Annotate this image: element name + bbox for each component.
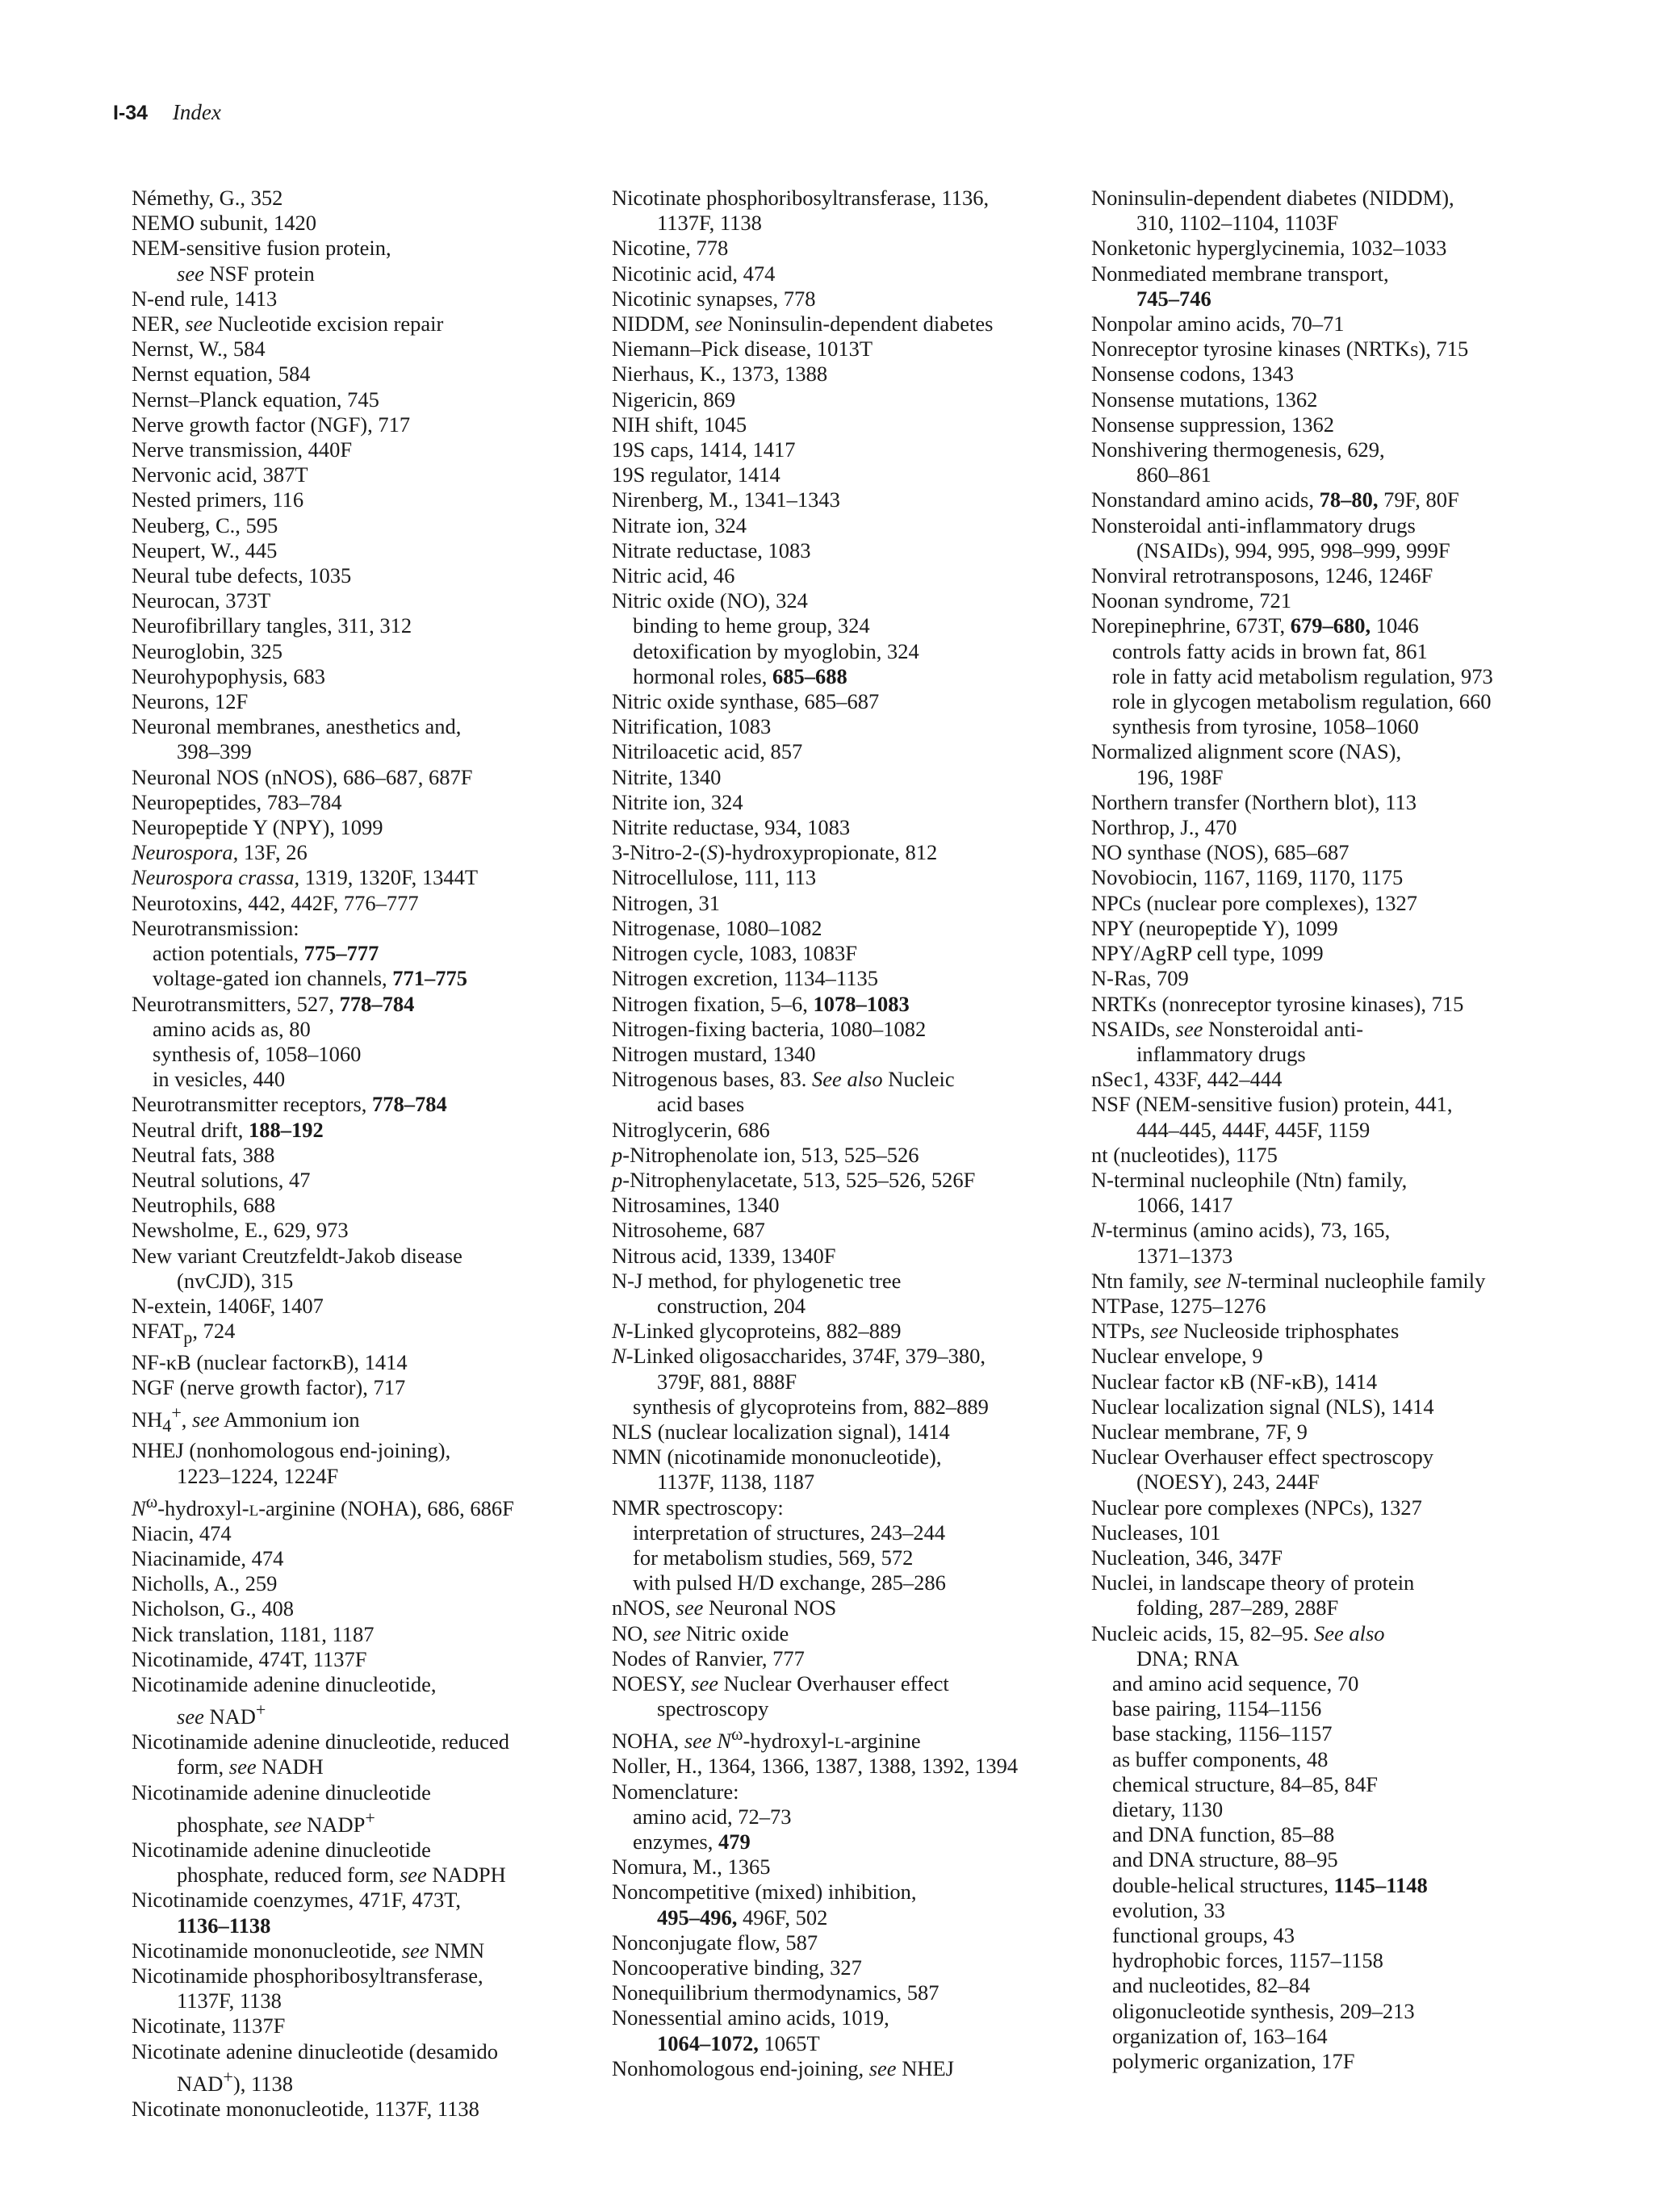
index-entry: Novobiocin, 1167, 1169, 1170, 1175 xyxy=(1091,865,1404,890)
index-subentry: in vesicles, 440 xyxy=(153,1067,286,1092)
index-entry: NEMO subunit, 1420 xyxy=(132,211,316,236)
index-subentry: detoxification by myoglobin, 324 xyxy=(633,638,919,663)
index-entry: Neuroglobin, 325 xyxy=(132,638,282,663)
index-entry: NPY/AgRP cell type, 1099 xyxy=(1091,941,1324,966)
index-entry: NMN (nicotinamide mononucleotide), xyxy=(612,1445,942,1470)
index-entry: Nitrous acid, 1339, 1340F xyxy=(612,1243,836,1268)
index-entry: Nuclei, in landscape theory of protein xyxy=(1091,1570,1415,1595)
index-entry: Nonreceptor tyrosine kinases (NRTKs), 715 xyxy=(1091,337,1469,362)
index-entry: Nervonic acid, 387T xyxy=(132,462,308,487)
index-entry: Nucleation, 346, 347F xyxy=(1091,1545,1283,1570)
index-entry: Némethy, G., 352 xyxy=(132,186,283,210)
index-entry: nNOS, see Neuronal NOS xyxy=(612,1595,837,1620)
index-subentry: role in fatty acid metabolism regulation, 973 xyxy=(1112,663,1493,688)
index-entry: Nernst–Planck equation, 745 xyxy=(132,387,379,412)
index-entry: Nerve growth factor (NGF), 717 xyxy=(132,412,411,437)
index-entry: Nitrogen-fixing bacteria, 1080–1082 xyxy=(612,1016,927,1041)
index-entry: Neuropeptide Y (NPY), 1099 xyxy=(132,815,383,840)
index-entry: Neurotransmission: xyxy=(132,915,299,940)
index-entry: NOESY, see Nuclear Overhauser effect xyxy=(612,1670,949,1696)
index-entry: Nerve transmission, 440F xyxy=(132,437,353,462)
index-entry: nt (nucleotides), 1175 xyxy=(1091,1142,1278,1167)
index-entry: NRTKs (nonreceptor tyrosine kinases), 715 xyxy=(1091,991,1464,1016)
index-entry: Nitric acid, 46 xyxy=(612,563,735,588)
index-entry: Nitrite, 1340 xyxy=(612,764,722,789)
index-subentry: evolution, 33 xyxy=(1112,1897,1225,1922)
index-entry: Nonstandard amino acids, 78–80, 79F, 80F xyxy=(1091,487,1459,512)
index-entry: Neural tube defects, 1035 xyxy=(132,563,352,588)
index-entry-continuation: 196, 198F xyxy=(1136,764,1224,789)
index-subentry: chemical structure, 84–85, 84F xyxy=(1112,1771,1378,1796)
index-entry: Neurospora, 13F, 26 xyxy=(132,840,308,865)
index-entry-continuation: 860–861 xyxy=(1136,462,1212,487)
index-entry: NO, see Nitric oxide xyxy=(612,1620,789,1645)
index-entry: Noncompetitive (mixed) inhibition, xyxy=(612,1880,917,1905)
index-entry: 3-Nitro-2-(S)-hydroxypropionate, 812 xyxy=(612,840,938,865)
index-entry: NHEJ (nonhomologous end-joining), xyxy=(132,1438,451,1463)
index-entry: NPY (neuropeptide Y), 1099 xyxy=(1091,915,1338,940)
index-subentry: interpretation of structures, 243–244 xyxy=(633,1520,946,1545)
index-entry: Neuronal NOS (nNOS), 686–687, 687F xyxy=(132,764,473,789)
index-subentry: oligonucleotide synthesis, 209–213 xyxy=(1112,1998,1415,2023)
index-entry: p-Nitrophenylacetate, 513, 525–526, 526F xyxy=(612,1167,976,1192)
index-entry: Nonmediated membrane transport, xyxy=(1091,261,1389,286)
index-entry: Neutral fats, 388 xyxy=(132,1142,275,1167)
index-subentry: double-helical structures, 1145–1148 xyxy=(1112,1872,1428,1897)
index-entry: Nierhaus, K., 1373, 1388 xyxy=(612,362,828,387)
index-entry: Nitrogenous bases, 83. See also Nucleic xyxy=(612,1067,955,1092)
index-entry: Nitrite ion, 324 xyxy=(612,789,743,814)
index-subentry: binding to heme group, 324 xyxy=(633,613,870,638)
index-entry: NEM-sensitive fusion protein, xyxy=(132,236,391,261)
index-entry: N-terminus (amino acids), 73, 165, xyxy=(1091,1218,1391,1243)
index-entry: $NFAT_p$, 724 xyxy=(132,1319,236,1348)
index-subentry: voltage-gated ion channels, 771–775 xyxy=(153,966,468,991)
index-entry: Nitrite reductase, 934, 1083 xyxy=(612,815,851,840)
index-subentry: action potentials, 775–777 xyxy=(153,941,379,966)
index-entry: Nitrogen fixation, 5–6, 1078–1083 xyxy=(612,991,910,1016)
index-entry-continuation: inflammatory drugs xyxy=(1136,1041,1306,1066)
index-entry-continuation: NAD+), 1138 xyxy=(177,2066,293,2096)
index-subentry: organization of, 163–164 xyxy=(1112,2023,1328,2048)
index-entry: NSAIDs, see Nonsteroidal anti- xyxy=(1091,1016,1364,1041)
section-title: Index xyxy=(172,100,221,124)
index-entry: Nitrogen excretion, 1134–1135 xyxy=(612,966,878,991)
index-subentry: base pairing, 1154–1156 xyxy=(1112,1696,1322,1721)
index-entry: Nitriloacetic acid, 857 xyxy=(612,739,803,764)
index-entry: 19S caps, 1414, 1417 xyxy=(612,437,796,462)
index-entry: Nicotinamide phosphoribosyltransferase, xyxy=(132,1963,483,1988)
index-entry: Noninsulin-dependent diabetes (NIDDM), xyxy=(1091,186,1454,210)
index-entry: Nirenberg, M., 1341–1343 xyxy=(612,487,840,512)
index-entry: Nuclear Overhauser effect spectroscopy xyxy=(1091,1445,1434,1470)
index-entry: Nicotinamide adenine dinucleotide xyxy=(132,1779,431,1804)
index-entry: Nigericin, 869 xyxy=(612,387,736,412)
index-subentry: as buffer components, 48 xyxy=(1112,1746,1329,1771)
index-subentry: for metabolism studies, 569, 572 xyxy=(633,1545,914,1570)
index-entry: Nuclear localization signal (NLS), 1414 xyxy=(1091,1394,1434,1419)
index-entry: Noller, H., 1364, 1366, 1387, 1388, 1392, 1394 xyxy=(612,1754,1019,1779)
index-entry-continuation: form, see NADH xyxy=(177,1754,324,1779)
index-entry-continuation: 745–746 xyxy=(1136,286,1212,311)
index-entry: Nonketonic hyperglycinemia, 1032–1033 xyxy=(1091,236,1447,261)
index-entry-continuation: 398–399 xyxy=(177,739,252,764)
index-entry: N-J method, for phylogenetic tree xyxy=(612,1268,902,1293)
running-header xyxy=(113,100,221,125)
index-entry: NPCs (nuclear pore complexes), 1327 xyxy=(1091,890,1418,915)
index-entry-continuation: (NOESY), 243, 244F xyxy=(1136,1470,1320,1495)
index-entry: Neurotransmitter receptors, 778–784 xyxy=(132,1092,447,1117)
index-entry-continuation: folding, 287–289, 288F xyxy=(1136,1595,1339,1620)
index-entry: Noncooperative binding, 327 xyxy=(612,1955,862,1980)
index-entry: Nomenclature: xyxy=(612,1779,739,1804)
index-column-3 xyxy=(1091,186,1559,2074)
index-entry: Northrop, J., 470 xyxy=(1091,815,1237,840)
index-entry: NF-κB (nuclear factorκB), 1414 xyxy=(132,1349,408,1374)
index-entry-continuation: 1223–1224, 1224F xyxy=(177,1463,339,1488)
index-entry: Neurohypophysis, 683 xyxy=(132,663,325,688)
index-subentry: synthesis of glycoproteins from, 882–889 xyxy=(633,1394,989,1419)
index-subentry: amino acids as, 80 xyxy=(153,1016,311,1041)
index-subentry: and DNA function, 85–88 xyxy=(1112,1822,1335,1847)
index-entry: Nitrogen, 31 xyxy=(612,890,720,915)
index-entry: Nitrification, 1083 xyxy=(612,714,772,739)
index-entry: Niacin, 474 xyxy=(132,1520,232,1545)
index-entry-continuation: (NSAIDs), 994, 995, 998–999, 999F xyxy=(1136,537,1450,562)
index-entry-continuation: 1137F, 1138 xyxy=(657,211,762,236)
index-entry-continuation: 444–445, 444F, 445F, 1159 xyxy=(1136,1117,1371,1142)
index-entry: Nicotinic acid, 474 xyxy=(612,261,776,286)
index-subentry: with pulsed H/D exchange, 285–286 xyxy=(633,1570,946,1595)
index-entry: NTPase, 1275–1276 xyxy=(1091,1293,1266,1318)
index-entry: NIDDM, see Noninsulin-dependent diabetes xyxy=(612,312,994,337)
index-entry: Neuropeptides, 783–784 xyxy=(132,789,342,814)
index-entry: Newsholme, E., 629, 973 xyxy=(132,1218,349,1243)
index-entry: Nitrate ion, 324 xyxy=(612,512,747,537)
index-entry: Nonsense mutations, 1362 xyxy=(1091,387,1318,412)
index-entry: NMR spectroscopy: xyxy=(612,1495,784,1520)
index-entry: Nonsense codons, 1343 xyxy=(1091,362,1294,387)
index-entry: NSF (NEM-sensitive fusion) protein, 441, xyxy=(1091,1092,1453,1117)
index-entry: N-Linked oligosaccharides, 374F, 379–380, xyxy=(612,1344,986,1369)
index-entry-continuation: 1137F, 1138, 1187 xyxy=(657,1470,815,1495)
index-entry: N-extein, 1406F, 1407 xyxy=(132,1293,324,1318)
index-entry: Nuclear pore complexes (NPCs), 1327 xyxy=(1091,1495,1422,1520)
index-entry-continuation: 1371–1373 xyxy=(1136,1243,1233,1268)
index-entry: Nernst, W., 584 xyxy=(132,337,266,362)
index-entry: Normalized alignment score (NAS), xyxy=(1091,739,1402,764)
index-entry: Nonequilibrium thermodynamics, 587 xyxy=(612,1980,939,2005)
index-entry: Nitrogen cycle, 1083, 1083F xyxy=(612,941,857,966)
index-entry: Nicotine, 778 xyxy=(612,236,729,261)
index-entry-continuation: see NAD+ xyxy=(177,1700,266,1729)
index-entry: NLS (nuclear localization signal), 1414 xyxy=(612,1419,950,1444)
index-entry: Nitrosoheme, 687 xyxy=(612,1218,765,1243)
index-subentry: role in glycogen metabolism regulation, 660 xyxy=(1112,689,1492,714)
index-subentry: and DNA structure, 88–95 xyxy=(1112,1847,1338,1872)
index-entry-continuation: DNA; RNA xyxy=(1136,1645,1240,1670)
index-entry-continuation: construction, 204 xyxy=(657,1293,806,1318)
index-entry: 19S regulator, 1414 xyxy=(612,462,780,487)
page-number: I-34 xyxy=(113,102,149,124)
index-entry: Nonessential amino acids, 1019, xyxy=(612,2005,889,2030)
index-entry: Neurospora crassa, 1319, 1320F, 1344T xyxy=(132,865,479,890)
index-entry: NIH shift, 1045 xyxy=(612,412,747,437)
index-entry: p-Nitrophenolate ion, 513, 525–526 xyxy=(612,1142,919,1167)
index-entry: Nonconjugate flow, 587 xyxy=(612,1930,818,1955)
index-entry: NO synthase (NOS), 685–687 xyxy=(1091,840,1350,865)
index-entry: New variant Creutzfeldt-Jakob disease xyxy=(132,1243,462,1268)
index-entry: Nitrate reductase, 1083 xyxy=(612,537,811,562)
index-entry-continuation: 495–496, 496F, 502 xyxy=(657,1905,828,1930)
index-entry: Nonshivering thermogenesis, 629, xyxy=(1091,437,1385,462)
index-entry-continuation: 379F, 881, 888F xyxy=(657,1369,797,1394)
index-entry: Nicotinamide adenine dinucleotide, xyxy=(132,1672,437,1697)
index-entry: Nicholls, A., 259 xyxy=(132,1571,278,1596)
index-entry: Nucleases, 101 xyxy=(1091,1520,1221,1545)
index-entry: Ntn family, see N-terminal nucleophile family xyxy=(1091,1268,1486,1293)
index-entry: Neuberg, C., 595 xyxy=(132,512,278,537)
index-entry-continuation: phosphate, reduced form, see NADPH xyxy=(177,1863,506,1888)
index-subentry: synthesis of, 1058–1060 xyxy=(153,1041,362,1066)
index-entry-continuation: (nvCJD), 315 xyxy=(177,1268,294,1293)
index-entry-continuation: see NSF protein xyxy=(177,261,315,286)
index-entry: N-end rule, 1413 xyxy=(132,286,278,311)
index-entry-continuation: 310, 1102–1104, 1103F xyxy=(1136,211,1339,236)
index-entry: Nonsense suppression, 1362 xyxy=(1091,412,1335,437)
index-entry: $N^\omega-hydroxyl-l$-arginine (NOHA), 686, 686F xyxy=(132,1491,514,1520)
index-entry: Neutral drift, 188–192 xyxy=(132,1117,324,1142)
index-subentry: synthesis from tyrosine, 1058–1060 xyxy=(1112,714,1419,739)
index-subentry: functional groups, 43 xyxy=(1112,1923,1295,1948)
index-entry: Noonan syndrome, 721 xyxy=(1091,588,1292,613)
index-entry: Nonviral retrotransposons, 1246, 1246F xyxy=(1091,563,1433,588)
index-entry: Neuronal membranes, anesthetics and, xyxy=(132,714,462,739)
index-entry-continuation: 1064–1072, 1065T xyxy=(657,2030,820,2055)
index-entry: Neupert, W., 445 xyxy=(132,537,278,562)
index-entry: Nicotinate adenine dinucleotide (desamido xyxy=(132,2038,499,2064)
index-subentry: amino acid, 72–73 xyxy=(633,1804,792,1829)
index-entry: Nicotinic synapses, 778 xyxy=(612,286,816,311)
index-entry: Niacinamide, 474 xyxy=(132,1546,284,1571)
index-entry: Neurotoxins, 442, 442F, 776–777 xyxy=(132,890,419,915)
index-entry: N-Ras, 709 xyxy=(1091,966,1189,991)
index-entry: Nick translation, 1181, 1187 xyxy=(132,1621,375,1646)
index-entry: $NH_4^+$, see Ammonium ion xyxy=(132,1403,360,1436)
index-column-1 xyxy=(132,186,600,2122)
index-entry: Nested primers, 116 xyxy=(132,487,304,512)
index-entry: Norepinephrine, 673T, 679–680, 1046 xyxy=(1091,613,1419,638)
index-entry: Nuclear membrane, 7F, 9 xyxy=(1091,1419,1308,1444)
index-subentry: controls fatty acids in brown fat, 861 xyxy=(1112,638,1428,663)
index-entry: Nernst equation, 584 xyxy=(132,362,311,387)
index-entry: NTPs, see Nucleoside triphosphates xyxy=(1091,1319,1400,1344)
index-entry: Nicholson, G., 408 xyxy=(132,1596,294,1621)
index-entry-continuation: 1136–1138 xyxy=(177,1913,271,1938)
index-subentry: base stacking, 1156–1157 xyxy=(1112,1721,1333,1746)
index-entry: Nitroglycerin, 686 xyxy=(612,1117,770,1142)
index-entry: Neurofibrillary tangles, 311, 312 xyxy=(132,613,412,638)
index-entry: Neutral solutions, 47 xyxy=(132,1167,311,1192)
index-subentry: hormonal roles, 685–688 xyxy=(633,663,847,688)
index-entry: Nitrogenase, 1080–1082 xyxy=(612,915,822,940)
index-entry: NER, see Nucleotide excision repair xyxy=(132,312,444,337)
index-entry-continuation: phosphate, see NADP+ xyxy=(177,1807,375,1837)
index-subentry: and nucleotides, 82–84 xyxy=(1112,1973,1311,1998)
index-entry: Nicotinamide coenzymes, 471F, 473T, xyxy=(132,1888,462,1913)
index-entry: Neurons, 12F xyxy=(132,689,249,714)
index-entry: Nicotinate, 1137F xyxy=(132,2013,286,2038)
index-entry: Nodes of Ranvier, 777 xyxy=(612,1645,805,1670)
index-entry: Nonhomologous end-joining, see NHEJ xyxy=(612,2055,954,2080)
index-entry-continuation: 1137F, 1138 xyxy=(177,1988,282,2013)
index-entry: Nomura, M., 1365 xyxy=(612,1854,771,1880)
index-entry: Nicotinate mononucleotide, 1137F, 1138 xyxy=(132,2096,479,2121)
index-entry: Nicotinamide, 474T, 1137F xyxy=(132,1646,367,1671)
index-entry: NGF (nerve growth factor), 717 xyxy=(132,1374,406,1399)
index-entry: Nonpolar amino acids, 70–71 xyxy=(1091,312,1345,337)
index-entry: N-terminal nucleophile (Ntn) family, xyxy=(1091,1167,1408,1192)
index-entry: Neutrophils, 688 xyxy=(132,1193,276,1218)
index-entry: Nuclear envelope, 9 xyxy=(1091,1344,1263,1369)
index-subentry: and amino acid sequence, 70 xyxy=(1112,1670,1359,1696)
index-entry: Nicotinamide adenine dinucleotide xyxy=(132,1837,431,1862)
index-column-2 xyxy=(612,186,1080,2081)
index-entry: Neurotransmitters, 527, 778–784 xyxy=(132,991,415,1016)
index-entry: Nonsteroidal anti-inflammatory drugs xyxy=(1091,512,1416,537)
index-entry-continuation: 1066, 1417 xyxy=(1136,1193,1233,1218)
index-entry: Nuclear factor κB (NF-κB), 1414 xyxy=(1091,1369,1378,1394)
index-entry: Nitrocellulose, 111, 113 xyxy=(612,865,817,890)
index-entry: Nicotinate phosphoribosyltransferase, 1136, xyxy=(612,186,990,210)
index-subentry: dietary, 1130 xyxy=(1112,1797,1224,1821)
index-entry: nSec1, 433F, 442–444 xyxy=(1091,1067,1283,1092)
index-entry: N-Linked glycoproteins, 882–889 xyxy=(612,1319,902,1344)
index-entry: Nitrogen mustard, 1340 xyxy=(612,1041,816,1066)
index-entry: Nicotinamide adenine dinucleotide, reduced xyxy=(132,1729,509,1754)
index-entry: Nitrosamines, 1340 xyxy=(612,1193,780,1218)
index-entry: NOHA, see $N^\omega-hydroxyl-l$-arginine xyxy=(612,1724,921,1754)
index-entry: Nitric oxide (NO), 324 xyxy=(612,588,808,613)
index-entry-continuation: acid bases xyxy=(657,1092,745,1117)
index-subentry: hydrophobic forces, 1157–1158 xyxy=(1112,1948,1383,1973)
index-entry: Nitric oxide synthase, 685–687 xyxy=(612,689,880,714)
index-entry: Northern transfer (Northern blot), 113 xyxy=(1091,789,1417,814)
index-subentry: enzymes, 479 xyxy=(633,1829,751,1854)
index-entry: Nucleic acids, 15, 82–95. See also xyxy=(1091,1620,1385,1645)
index-entry-continuation: spectroscopy xyxy=(657,1696,769,1721)
index-subentry: polymeric organization, 17F xyxy=(1112,2049,1355,2074)
index-entry: Niemann–Pick disease, 1013T xyxy=(612,337,873,362)
index-entry: Neurocan, 373T xyxy=(132,588,271,613)
index-entry: Nicotinamide mononucleotide, see NMN xyxy=(132,1938,485,1963)
